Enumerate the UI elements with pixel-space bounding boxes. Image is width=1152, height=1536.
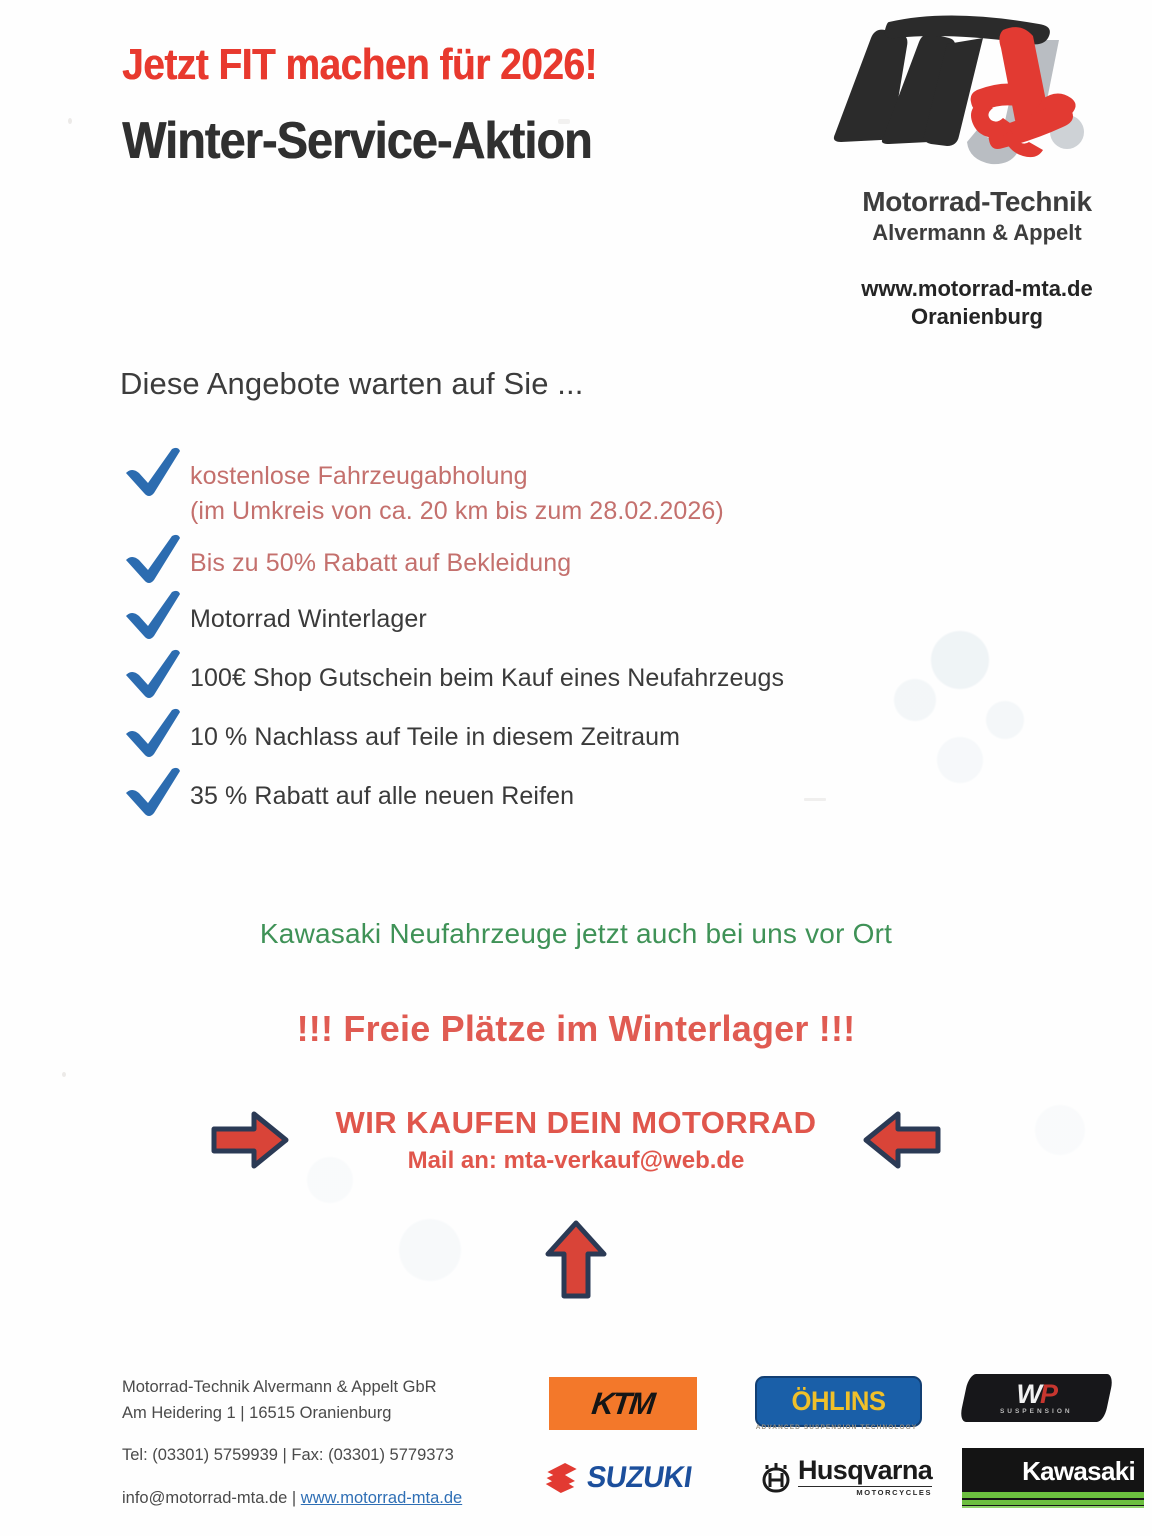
intro-text: Diese Angebote warten auf Sie ... bbox=[120, 366, 584, 401]
buy-motorcycle-block bbox=[0, 1105, 1152, 1175]
arrow-up-icon bbox=[542, 1218, 610, 1300]
check-icon bbox=[118, 657, 190, 697]
suzuki-label: SUZUKI bbox=[584, 1461, 694, 1494]
offer-text: Motorrad Winterlager bbox=[190, 605, 427, 633]
offer-text: Bis zu 50% Rabatt auf Bekleidung bbox=[190, 549, 572, 577]
footer-company-group bbox=[122, 1375, 462, 1426]
check-icon bbox=[118, 542, 190, 582]
wp-suspension-logo bbox=[959, 1374, 1114, 1422]
ktm-logo bbox=[549, 1377, 697, 1430]
check-icon bbox=[118, 455, 190, 495]
free-slots-text: !!! Freie Plätze im Winterlager !!! bbox=[296, 1008, 856, 1049]
list-item bbox=[118, 716, 1018, 756]
husqvarna-sublabel: MOTORCYCLES bbox=[798, 1486, 932, 1497]
husqvarna-logo bbox=[759, 1454, 959, 1500]
wp-w-letter: W bbox=[1016, 1378, 1041, 1409]
husqvarna-h-icon bbox=[759, 1460, 793, 1494]
offer-line-2: (im Umkreis von ca. 20 km bis zum 28.02.2026) bbox=[190, 496, 724, 525]
list-item bbox=[118, 455, 1018, 528]
offer-text: 35 % Rabatt auf alle neuen Reifen bbox=[190, 782, 575, 810]
offer-text: 100€ Shop Gutschein beim Kauf eines Neufahrzeugs bbox=[190, 664, 785, 692]
mta-logo-icon bbox=[827, 12, 1127, 182]
footer-phone: Tel: (03301) 5759939 | Fax: (03301) 5779373 bbox=[122, 1446, 454, 1465]
offer-text bbox=[190, 455, 724, 528]
kawasaki-stripe bbox=[962, 1506, 1144, 1508]
arrow-right-icon bbox=[210, 1109, 290, 1171]
footer-email-group bbox=[122, 1486, 462, 1512]
husqvarna-label: Husqvarna bbox=[798, 1455, 933, 1485]
mta-logo-block bbox=[812, 12, 1142, 332]
offer-text: 10 % Nachlass auf Teile in diesem Zeitraum bbox=[190, 723, 681, 751]
ohlins-label: ÖHLINS bbox=[791, 1386, 886, 1416]
kawasaki-stripe bbox=[962, 1492, 1144, 1498]
logo-city: Oranienburg bbox=[910, 304, 1043, 330]
wp-inner bbox=[1000, 1378, 1073, 1416]
wp-p-letter: P bbox=[1040, 1378, 1057, 1409]
husqvarna-text-group bbox=[798, 1457, 932, 1497]
list-item bbox=[118, 657, 1018, 697]
footer-separator: | bbox=[287, 1488, 301, 1507]
logo-company: Motorrad-Technik bbox=[862, 186, 1092, 217]
scan-speck bbox=[62, 1072, 66, 1077]
footer-address: Am Heidering 1 | 16515 Oranienburg bbox=[122, 1403, 392, 1422]
ktm-label: KTM bbox=[590, 1385, 656, 1421]
headline-red: Jetzt FIT machen für 2026! bbox=[122, 40, 597, 89]
kawasaki-logo bbox=[962, 1448, 1144, 1508]
wp-tagline: SUSPENSION bbox=[1000, 1407, 1073, 1415]
headline-black: Winter-Service-Aktion bbox=[122, 112, 592, 171]
arrow-left-icon bbox=[862, 1109, 942, 1171]
footer-website-link[interactable]: www.motorrad-mta.de bbox=[300, 1488, 463, 1507]
check-icon bbox=[118, 716, 190, 756]
brand-logos bbox=[544, 1372, 1144, 1532]
poster-headlines bbox=[122, 42, 662, 169]
offer-line-1: kostenlose Fahrzeugabholung bbox=[190, 462, 528, 490]
buy-text-group bbox=[336, 1105, 817, 1175]
check-icon bbox=[118, 775, 190, 815]
kawasaki-availability-text: Kawasaki Neufahrzeuge jetzt auch bei uns vor Ort bbox=[259, 918, 893, 949]
kawasaki-stripe bbox=[962, 1500, 1144, 1505]
list-item bbox=[118, 542, 1018, 582]
suzuki-s-icon bbox=[542, 1461, 579, 1495]
footer-company: Motorrad-Technik Alvermann & Appelt GbR bbox=[122, 1378, 437, 1396]
arrow-up-wrap bbox=[0, 1218, 1152, 1305]
list-item bbox=[118, 775, 1018, 815]
logo-website: www.motorrad-mta.de bbox=[861, 275, 1093, 301]
offers-list bbox=[118, 455, 1018, 827]
kawasaki-label: Kawasaki bbox=[1022, 1456, 1135, 1486]
buy-title: WIR KAUFEN DEIN MOTORRAD bbox=[335, 1105, 817, 1140]
list-item bbox=[118, 598, 1018, 638]
suzuki-logo bbox=[544, 1456, 734, 1500]
footer-contact bbox=[122, 1375, 462, 1528]
ohlins-logo bbox=[755, 1376, 922, 1427]
scan-speck bbox=[68, 118, 72, 124]
footer-email[interactable]: info@motorrad-mta.de bbox=[122, 1488, 288, 1507]
check-icon bbox=[118, 598, 190, 638]
ohlins-tagline: ADVANCED SUSPENSION TECHNOLOGY bbox=[755, 1424, 918, 1431]
logo-owners: Alvermann & Appelt bbox=[872, 220, 1082, 245]
mta-logo-mark bbox=[827, 12, 1127, 182]
buy-mail[interactable]: Mail an: mta-verkauf@web.de bbox=[407, 1147, 745, 1174]
